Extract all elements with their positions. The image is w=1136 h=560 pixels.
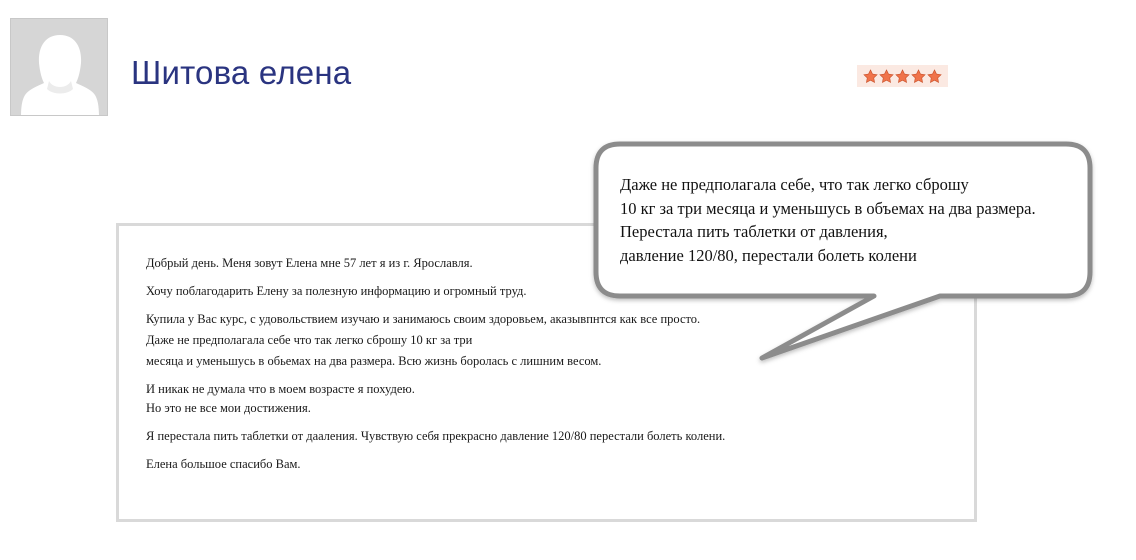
review-line: Даже не предполагала себе что так легко сброшу 10 кг за три [146, 333, 473, 347]
review-line: Я перестала пить таблетки от даaления. Чувствую себя прекрасно давление 120/80 перестали болеть колени. [146, 429, 726, 443]
user-name: Шитова елена [131, 54, 352, 91]
callout-line: Даже не предполагала себе, что так легко сброшу [620, 175, 969, 194]
review-line: Добрый день. Меня зовут Елена мне 57 лет я из г. Ярославля. [146, 256, 473, 270]
callout-line: давление 120/80, перестали болеть колени [620, 245, 917, 265]
callout-text [620, 173, 1090, 267]
callout-line: 10 кг за три месяца и уменьшусь в объемах на два размера. [620, 198, 1036, 218]
review-line: Но это не все мои достижения. [146, 401, 311, 415]
callout-line: Перестала пить таблетки от давления, [620, 222, 888, 241]
review-line: И никак не думала что в моем возрасте я похудею. [146, 382, 415, 396]
review-line: Купила у Вас курс, с удовольствием изучаю и занимаюсь своим здоровьем, аказывпнтся как все просто. [146, 312, 701, 326]
review-line: месяца и уменьшусь в обьемах на два размера. Всю жизнь боролась с лишним весом. [146, 354, 602, 368]
review-line: Елена большое спасибо Вам. [146, 457, 301, 471]
review-line: Хочу поблагодарить Елену за полезную информацию и огромный труд. [146, 284, 527, 298]
